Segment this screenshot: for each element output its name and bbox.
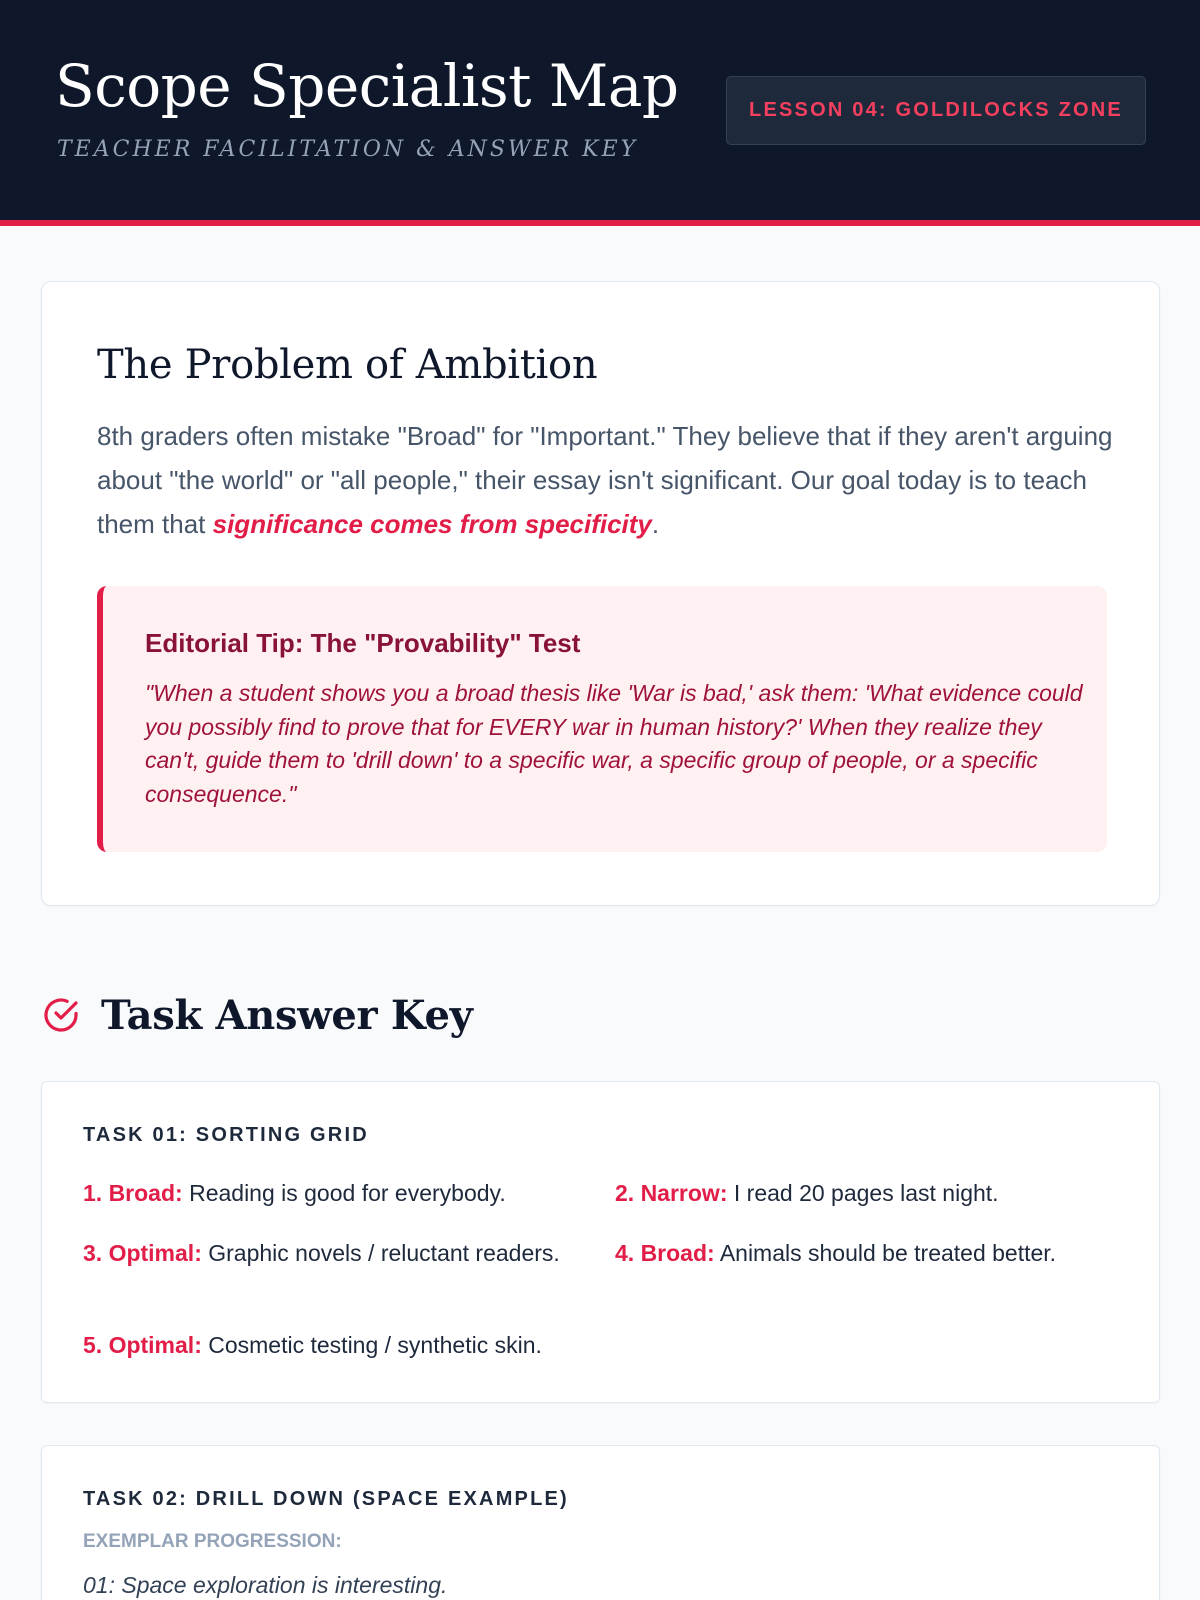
check-circle-icon	[41, 995, 81, 1035]
task-label: TASK 02: DRILL DOWN (SPACE EXAMPLE)	[83, 1488, 569, 1510]
exemplar-label: EXEMPLAR PROGRESSION:	[83, 1531, 342, 1552]
grid-item-tag: 3. Optimal:	[83, 1240, 202, 1266]
grid-item	[83, 1329, 643, 1362]
intro-body-text: 8th graders often mistake "Broad" for "Important." They believe that if they aren't arguing about "the world" or "all people," their essay isn't significant. Our goal today is to teach them that	[97, 421, 1113, 539]
grid-item-tag: 5. Optimal:	[83, 1332, 202, 1358]
grid-item-text: Reading is good for everybody.	[189, 1180, 506, 1206]
grid-item-text: Graphic novels / reluctant readers.	[208, 1240, 560, 1266]
grid-item	[83, 1237, 563, 1270]
grid-item-text: Animals should be treated better.	[719, 1240, 1057, 1266]
intro-emphasis: significance comes from specificity	[212, 509, 652, 539]
grid-item	[83, 1177, 563, 1210]
grid-item-text: Cosmetic testing / synthetic skin.	[208, 1332, 542, 1358]
task-label: TASK 01: SORTING GRID	[83, 1124, 369, 1146]
grid-item-tag: 1. Broad:	[83, 1180, 183, 1206]
intro-heading: The Problem of Ambition	[97, 342, 598, 388]
tip-quote: "When a student shows you a broad thesis like 'War is bad,' ask them: 'What evidence could you possibly find to prove that for EVERY war in human history?' When they realize they can't, guide them to 'drill down' to a specific war, a specific group of people, or a specific consequence."	[145, 680, 1083, 807]
grid-item-tag: 2. Narrow:	[615, 1180, 728, 1206]
grid-item-text: I read 20 pages last night.	[733, 1180, 999, 1206]
answer-key-title: Task Answer Key	[101, 991, 473, 1039]
editorial-tip-box	[97, 586, 1107, 852]
grid-item	[615, 1237, 1135, 1270]
intro-body-end: .	[651, 509, 660, 539]
answer-key-heading	[41, 990, 473, 1040]
lesson-badge: LESSON 04: GOLDILOCKS ZONE	[726, 76, 1146, 145]
page-header	[0, 0, 1200, 226]
grid-item	[615, 1177, 1135, 1210]
intro-card	[41, 281, 1160, 906]
exemplar-line: 01: Space exploration is interesting.	[83, 1572, 448, 1598]
page-subtitle: TEACHER FACILITATION & ANSWER KEY	[57, 137, 639, 162]
task-card-drill-down	[41, 1445, 1160, 1600]
grid-item-tag: 4. Broad:	[615, 1240, 715, 1266]
task-card-sorting-grid	[41, 1081, 1160, 1403]
tip-title: Editorial Tip: The "Provability" Test	[145, 628, 581, 658]
intro-body	[97, 414, 1117, 546]
page-title: Scope Specialist Map	[55, 52, 679, 120]
